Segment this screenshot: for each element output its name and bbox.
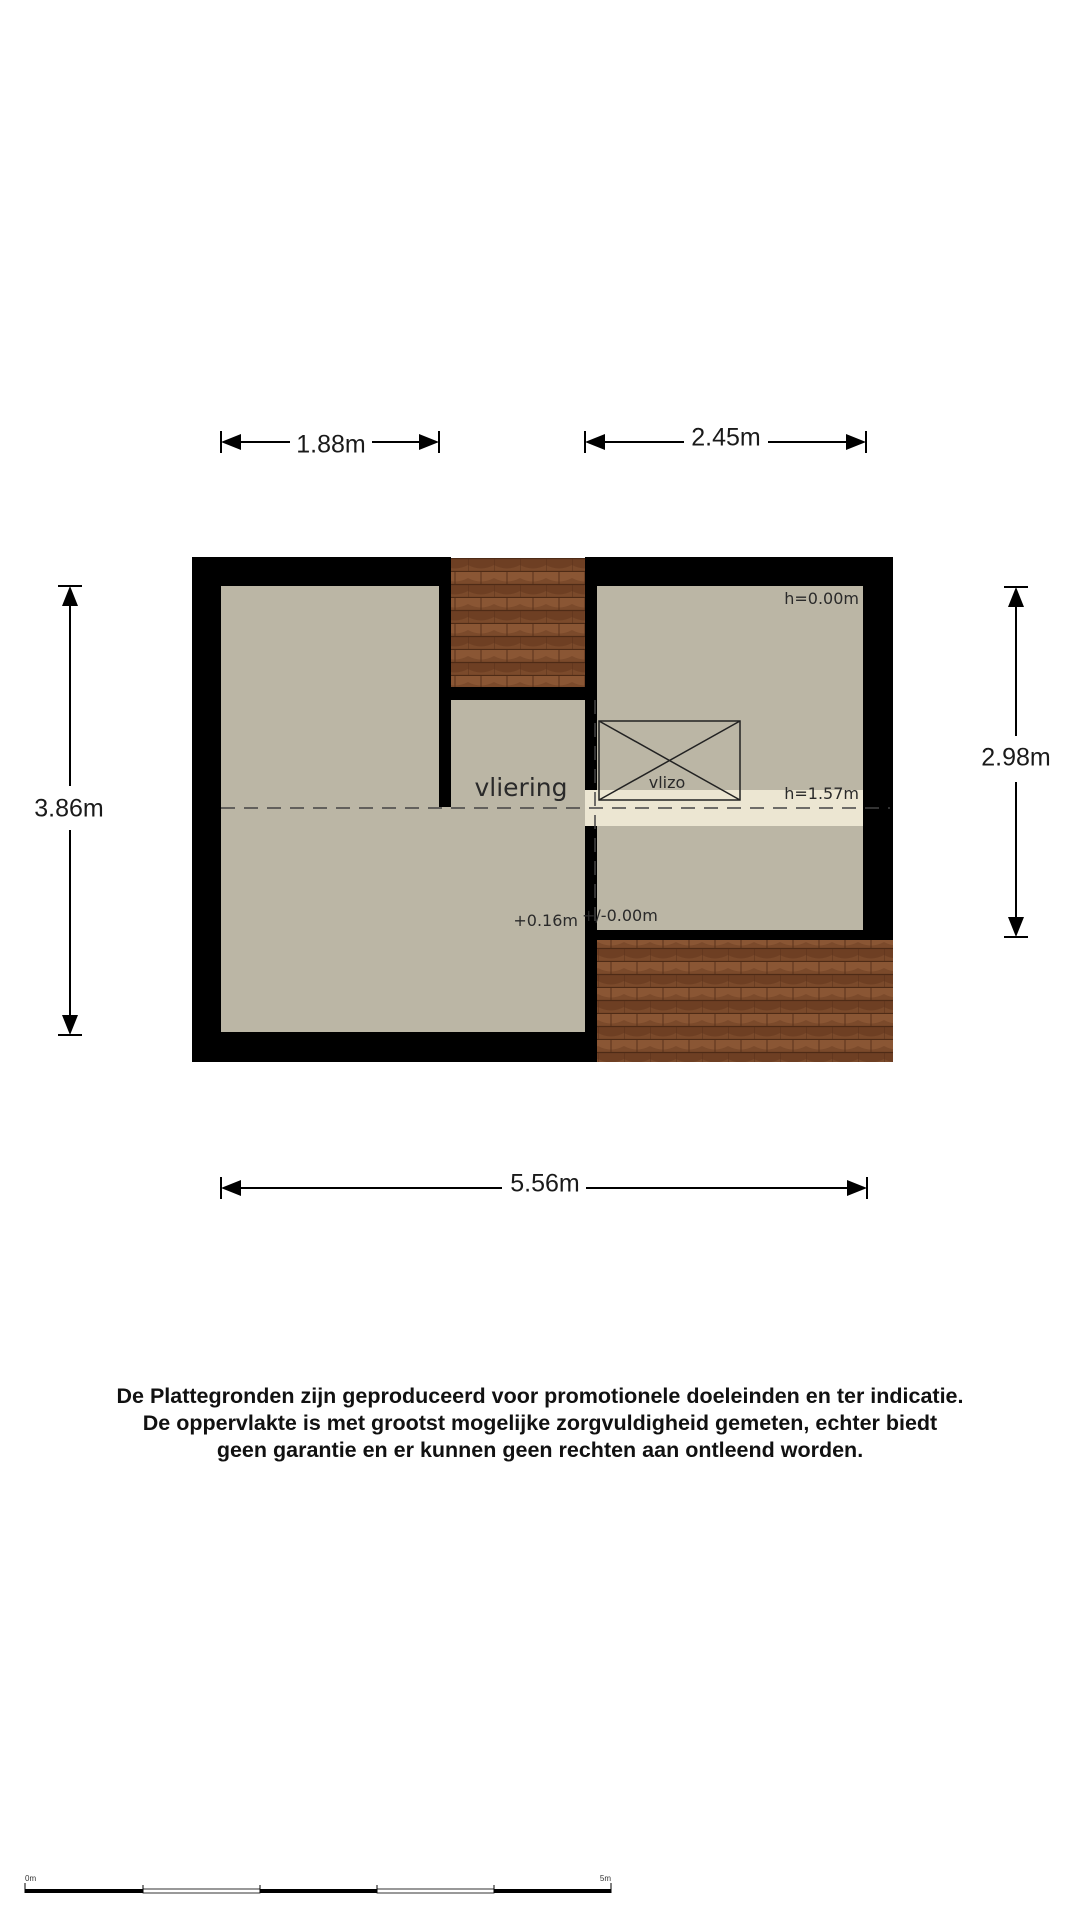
level-label-left: +0.16m [513, 911, 578, 930]
partition-wall [439, 687, 451, 807]
roof-tiles-bottom [585, 940, 893, 1062]
scale-label-end: 5m [599, 1874, 611, 1883]
floor-right [597, 586, 863, 930]
floor-middle [439, 700, 585, 1032]
dimension-label-left: 3.86m [34, 794, 104, 823]
height-label-top: h=0.00m [784, 589, 859, 608]
roof-tiles-top [451, 558, 585, 688]
dimension-label-right: 2.98m [981, 743, 1051, 772]
partition-wall-right [585, 557, 597, 700]
scale-bar [25, 1883, 611, 1893]
disclaimer-line-2: De oppervlakte is met grootst mogelijke zorgvuldigheid gemeten, echter biedt [142, 1411, 938, 1435]
room-label-vliering: vliering [474, 773, 568, 802]
level-label-right: +/-0.00m [582, 906, 658, 925]
disclaimer [0, 1383, 1080, 1464]
dimension-label-bottom: 5.56m [510, 1169, 580, 1198]
dimension-label-top-right: 2.45m [691, 423, 761, 452]
hatch-label: vlizo [648, 773, 686, 792]
floor-left [221, 586, 439, 1032]
dimension-label-top-left: 1.88m [296, 430, 366, 459]
height-label-mid: h=1.57m [784, 784, 859, 803]
partition-wall-bottom-right [585, 930, 597, 1062]
disclaimer-line-3: geen garantie en er kunnen geen rechten aan ontleend worden. [216, 1438, 864, 1462]
scale-label-start: 0m [25, 1874, 37, 1883]
partition-wall-top [439, 688, 585, 700]
disclaimer-line-1: De Plattegronden zijn geproduceerd voor promotionele doeleinden en ter indicatie. [116, 1384, 964, 1408]
